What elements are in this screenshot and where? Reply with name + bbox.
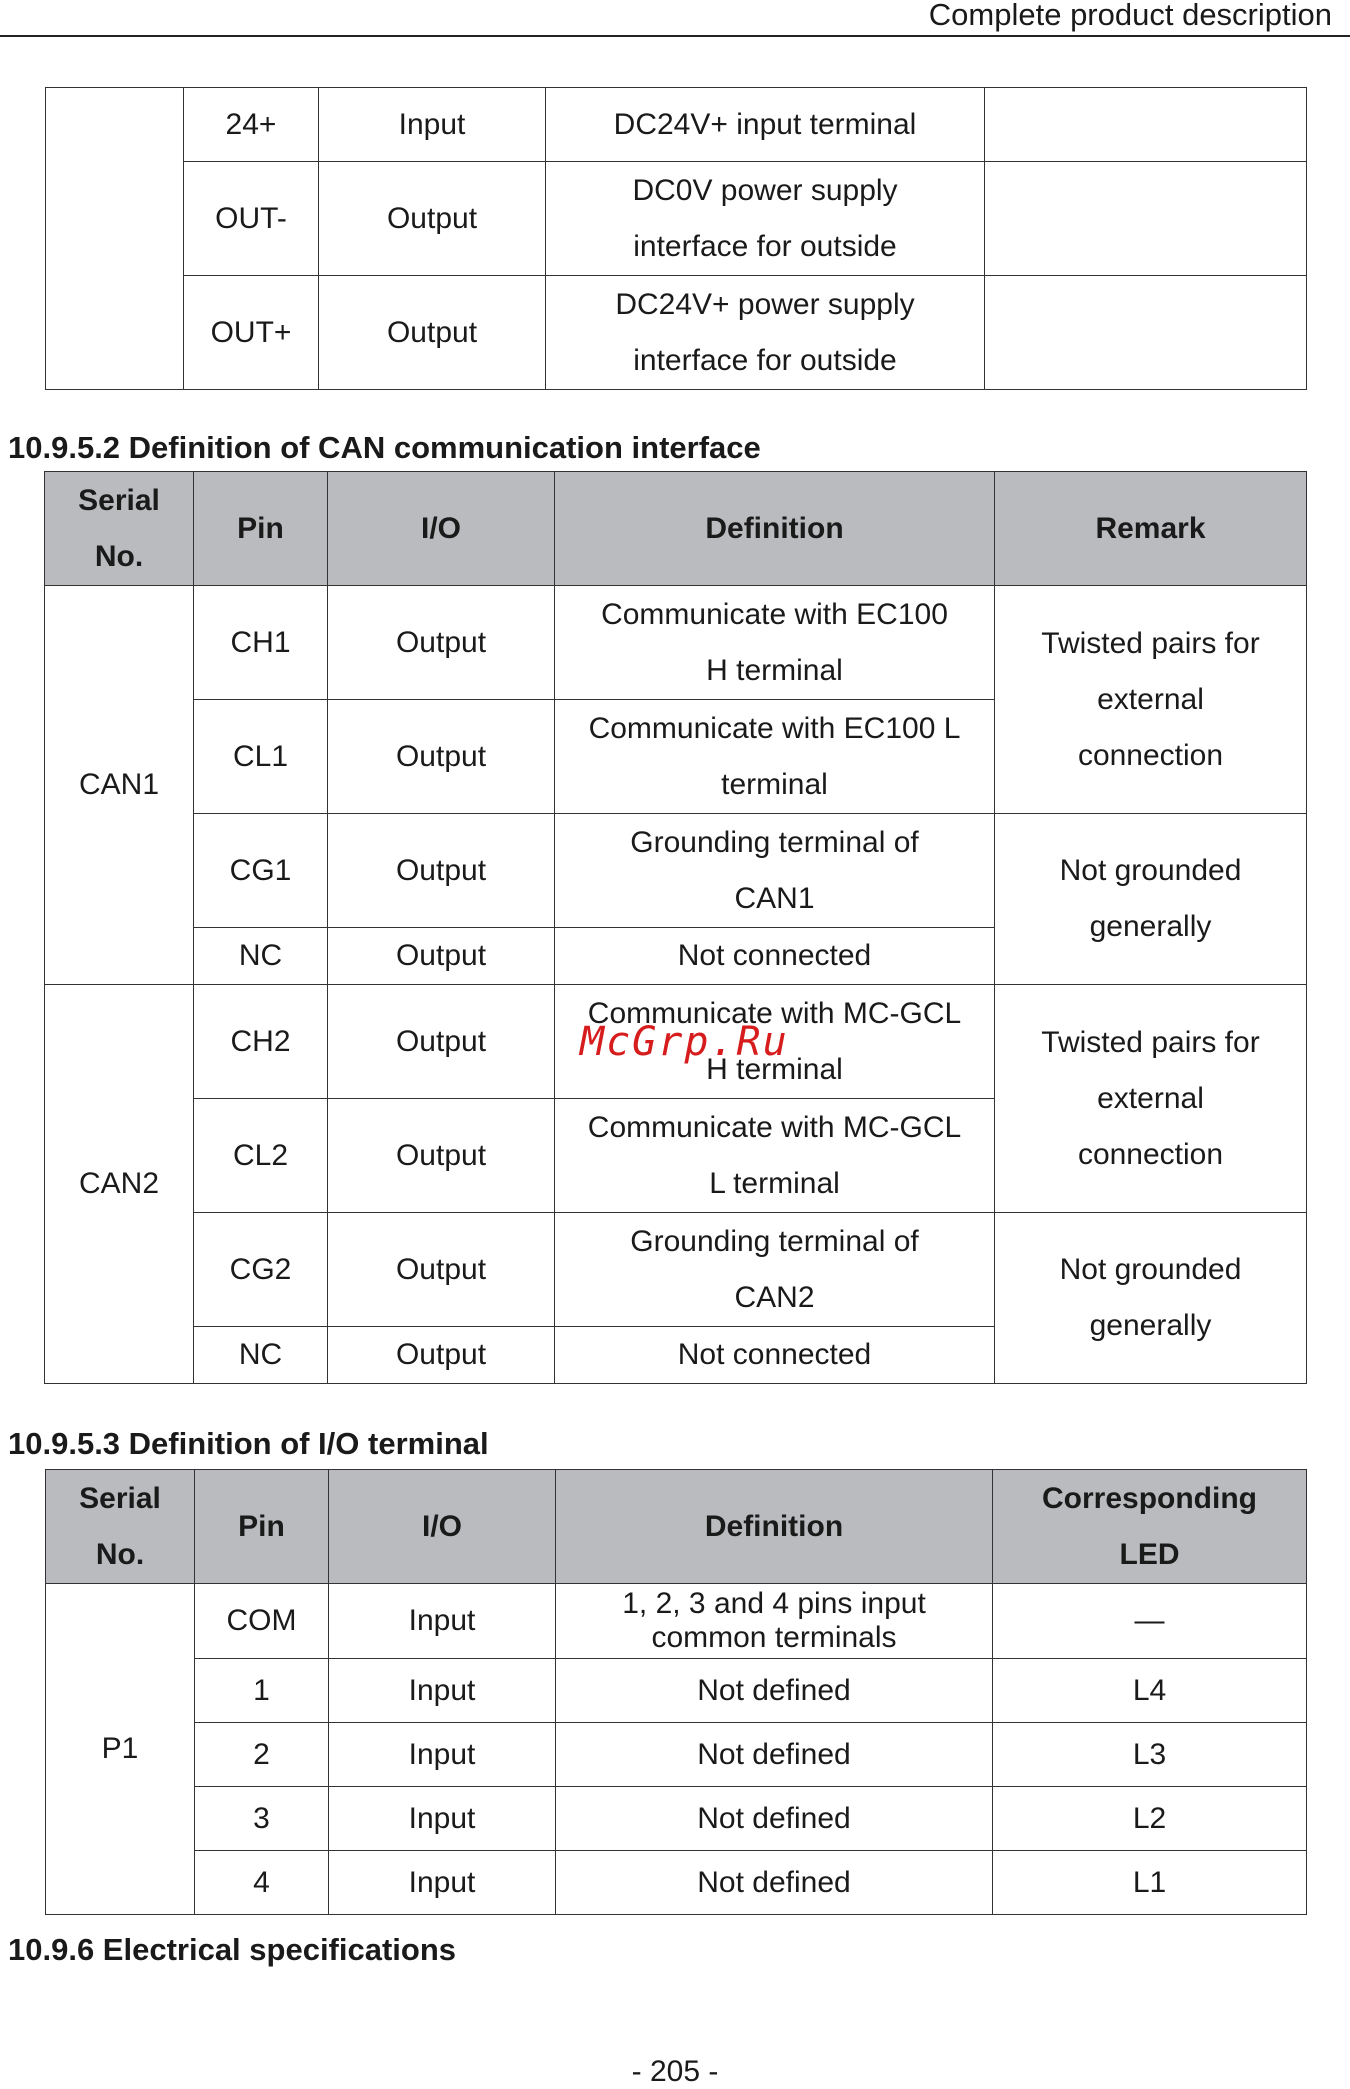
table-row — [46, 1659, 1307, 1723]
header-line: No. — [94, 539, 144, 573]
table-row — [46, 1851, 1307, 1915]
definition-cell — [546, 162, 985, 276]
definition-cell — [555, 586, 995, 700]
definition-line: DC24V+ power supply — [615, 287, 915, 321]
led-cell: — — [993, 1584, 1307, 1659]
definition-cell — [556, 1584, 993, 1659]
io-cell: Output — [328, 586, 555, 700]
table-row — [46, 1723, 1307, 1787]
definition-line: interface for outside — [633, 229, 897, 263]
remark-line: external — [1097, 682, 1204, 716]
io-cell: Input — [319, 88, 546, 162]
led-cell: L3 — [993, 1723, 1307, 1787]
header-line: Serial — [79, 1481, 161, 1515]
io-cell: Output — [319, 162, 546, 276]
watermark: McGrp.Ru — [580, 1019, 789, 1065]
definition-line: Communicate with EC100 L — [588, 711, 961, 745]
table-row — [46, 1584, 1307, 1659]
can-interface-table — [44, 471, 1307, 1384]
definition-cell: Not defined — [556, 1723, 993, 1787]
serial-cell-p1: P1 — [46, 1584, 195, 1915]
pin-cell: CL1 — [194, 700, 328, 814]
definition-line: L terminal — [709, 1166, 840, 1200]
definition-cell: Not defined — [556, 1787, 993, 1851]
remark-line: Not grounded — [1059, 1253, 1242, 1286]
io-header: I/O — [328, 472, 555, 586]
can-section-title: 10.9.5.2 Definition of CAN communication interface — [8, 430, 761, 465]
io-cell: Input — [329, 1659, 556, 1723]
remark-line: generally — [1089, 910, 1212, 943]
io-cell: Output — [319, 276, 546, 390]
io-cell: Input — [329, 1723, 556, 1787]
serial-cell-can2: CAN2 — [45, 985, 194, 1384]
remark-line: generally — [1089, 1309, 1212, 1342]
table-header-row — [45, 472, 1307, 586]
header-line: LED — [1119, 1537, 1180, 1571]
pin-cell: NC — [194, 928, 328, 985]
io-cell: Input — [329, 1787, 556, 1851]
remark-cell — [995, 985, 1307, 1213]
led-cell: L4 — [993, 1659, 1307, 1723]
definition-line: CAN2 — [734, 1280, 815, 1314]
page-number: - 205 - — [631, 2055, 719, 2088]
remark-cell — [985, 88, 1307, 162]
header-line: Corresponding — [1042, 1481, 1257, 1515]
power-terminal-table — [45, 87, 1307, 390]
io-cell: Input — [329, 1584, 556, 1659]
table-row — [46, 1787, 1307, 1851]
remark-line: Twisted pairs for — [1041, 1025, 1260, 1059]
io-cell: Output — [328, 1213, 555, 1327]
io-cell: Input — [329, 1851, 556, 1915]
pin-header: Pin — [194, 472, 328, 586]
definition-line: DC0V power supply — [632, 173, 898, 207]
definition-header: Definition — [555, 472, 995, 586]
definition-line: terminal — [721, 767, 828, 801]
pin-cell: 2 — [195, 1723, 329, 1787]
page-header-title: Complete product description — [928, 0, 1332, 32]
io-cell: Output — [328, 985, 555, 1099]
definition-header: Definition — [556, 1470, 993, 1584]
io-header: I/O — [329, 1470, 556, 1584]
definition-cell: Not connected — [555, 928, 995, 985]
table-row — [45, 1213, 1307, 1327]
io-cell: Output — [328, 814, 555, 928]
pin-cell: CG1 — [194, 814, 328, 928]
serial-header — [46, 1470, 195, 1584]
definition-cell: Not defined — [556, 1851, 993, 1915]
definition-line: interface for outside — [633, 343, 897, 377]
table-row — [46, 276, 1307, 390]
pin-cell: COM — [195, 1584, 329, 1659]
io-cell: Output — [328, 1099, 555, 1213]
table-row — [46, 162, 1307, 276]
table-row — [45, 814, 1307, 928]
definition-line: CAN1 — [734, 881, 815, 915]
pin-cell: CH1 — [194, 586, 328, 700]
definition-line: Communicate with MC-GCL — [587, 996, 962, 1030]
remark-header: Remark — [995, 472, 1307, 586]
pin-cell: 24+ — [184, 88, 319, 162]
definition-line: H terminal — [706, 1052, 843, 1086]
table-row — [46, 88, 1307, 162]
definition-line: Communicate with MC-GCL — [587, 1110, 962, 1144]
remark-cell — [985, 162, 1307, 276]
io-section-title: 10.9.5.3 Definition of I/O terminal — [8, 1426, 489, 1461]
definition-line: Grounding terminal of — [630, 1224, 919, 1258]
table-row — [45, 586, 1307, 700]
pin-cell: 1 — [195, 1659, 329, 1723]
remark-line: Not grounded — [1059, 854, 1242, 887]
header-divider — [0, 35, 1350, 37]
led-cell: L2 — [993, 1787, 1307, 1851]
definition-cell — [555, 1099, 995, 1213]
remark-line: Twisted pairs for — [1041, 626, 1260, 660]
pin-cell: 3 — [195, 1787, 329, 1851]
remark-cell — [995, 586, 1307, 814]
definition-cell — [555, 700, 995, 814]
header-line: No. — [95, 1537, 145, 1571]
definition-line: Communicate with EC100 — [601, 597, 948, 631]
io-cell: Output — [328, 1327, 555, 1384]
remark-cell — [985, 276, 1307, 390]
io-cell: Output — [328, 928, 555, 985]
serial-cell-can1: CAN1 — [45, 586, 194, 985]
pin-cell: CG2 — [194, 1213, 328, 1327]
definition-cell: DC24V+ input terminal — [546, 88, 985, 162]
pin-cell: NC — [194, 1327, 328, 1384]
io-cell: Output — [328, 700, 555, 814]
definition-cell: Not connected — [555, 1327, 995, 1384]
electrical-section-title: 10.9.6 Electrical specifications — [8, 1932, 457, 1967]
pin-cell: OUT+ — [184, 276, 319, 390]
serial-cell — [46, 88, 184, 390]
definition-line: 1, 2, 3 and 4 pins input — [622, 1587, 926, 1620]
pin-cell: 4 — [195, 1851, 329, 1915]
pin-cell: CH2 — [194, 985, 328, 1099]
remark-cell — [995, 814, 1307, 985]
header-line: Serial — [78, 483, 160, 517]
definition-cell — [555, 814, 995, 928]
definition-line: Grounding terminal of — [630, 825, 919, 859]
definition-cell — [546, 276, 985, 390]
table-header-row — [46, 1470, 1307, 1584]
io-terminal-table — [45, 1469, 1307, 1915]
pin-header: Pin — [195, 1470, 329, 1584]
definition-cell — [555, 1213, 995, 1327]
pin-cell: CL2 — [194, 1099, 328, 1213]
definition-cell: Not defined — [556, 1659, 993, 1723]
remark-line: external — [1097, 1081, 1204, 1115]
led-header — [993, 1470, 1307, 1584]
pin-cell: OUT- — [184, 162, 319, 276]
remark-line: connection — [1077, 1137, 1224, 1171]
led-cell: L1 — [993, 1851, 1307, 1915]
definition-line: H terminal — [706, 653, 843, 687]
remark-cell — [995, 1213, 1307, 1384]
definition-line: common terminals — [651, 1621, 897, 1654]
remark-line: connection — [1077, 738, 1224, 772]
serial-header — [45, 472, 194, 586]
